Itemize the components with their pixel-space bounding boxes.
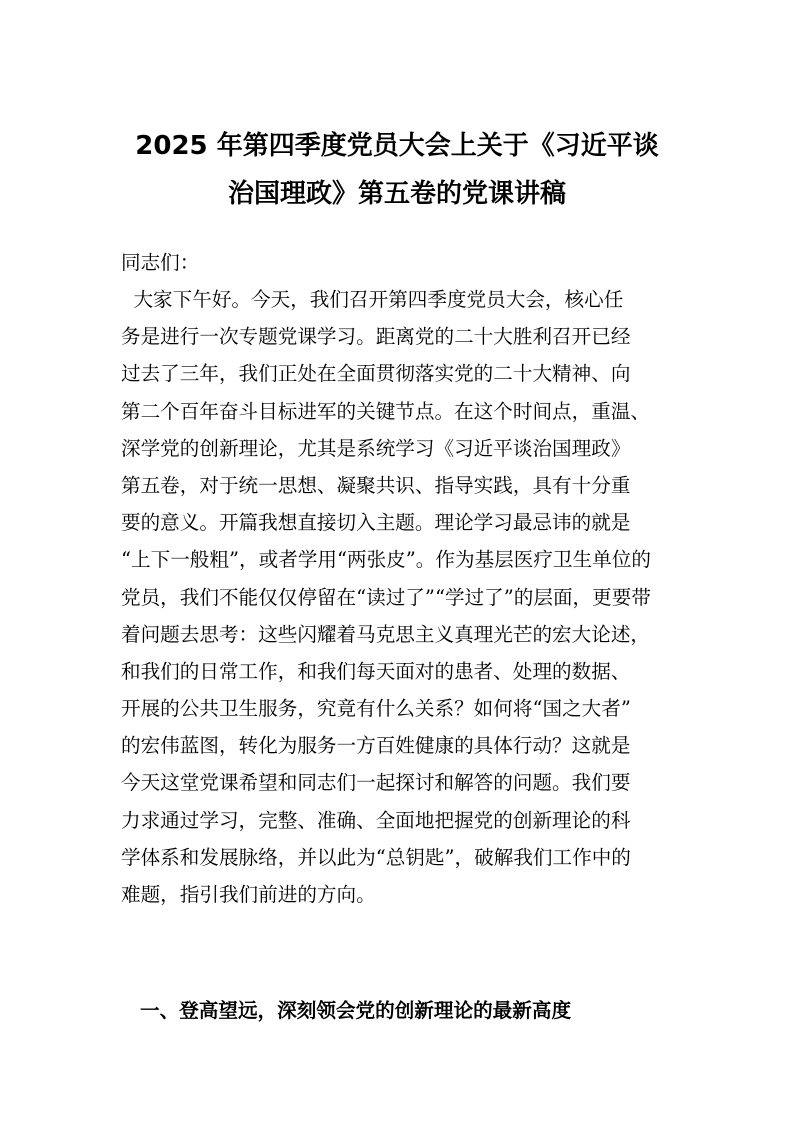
paragraph-line: 务是进行一次专题党课学习。距离党的二十大胜利召开已经 <box>121 325 631 349</box>
paragraph-line: 第五卷，对于统一思想、凝聚共识、指导实践，具有十分重 <box>121 473 631 497</box>
paragraph-line: 党员，我们不能仅仅停留在“读过了”“学过了”的层面，更要带 <box>121 585 651 609</box>
paragraph-line: 要的意义。开篇我想直接切入主题。理论学习最忌讳的就是 <box>121 511 631 535</box>
section-heading-1: 一、登高望远，深刻领会党的创新理论的最新高度 <box>140 999 572 1022</box>
paragraph-line: 过去了三年，我们正处在全面贯彻落实党的二十大精神、向 <box>121 362 631 386</box>
paragraph-line: 今天这堂党课希望和同志们一起探讨和解答的问题。我们要 <box>121 771 631 795</box>
paragraph-line: 的宏伟蓝图，转化为服务一方百姓健康的具体行动？这就是 <box>121 734 631 758</box>
document-title-line-1: 2025 年第四季度党员大会上关于《习近平谈 <box>135 131 659 161</box>
paragraph-line: 和我们的日常工作，和我们每天面对的患者、处理的数据、 <box>121 659 631 683</box>
paragraph-line: 学体系和发展脉络，并以此为“总钥匙”，破解我们工作中的 <box>121 845 631 869</box>
paragraph-line: 开展的公共卫生服务，究竟有什么关系？如何将“国之大者” <box>121 697 631 721</box>
document-title-line-2: 治国理政》第五卷的党课讲稿 <box>227 179 566 209</box>
paragraph-line: 深学党的创新理论，尤其是系统学习《习近平谈治国理政》 <box>121 436 631 460</box>
paragraph-line: 着问题去思考：这些闪耀着马克思主义真理光芒的宏大论述， <box>121 622 651 646</box>
paragraph-line: 第二个百年奋斗目标进军的关键节点。在这个时间点，重温、 <box>121 399 651 423</box>
opening-paragraph <box>121 281 681 913</box>
salutation: 同志们： <box>121 251 200 274</box>
paragraph-line: 力求通过学习，完整、准确、全面地把握党的创新理论的科 <box>121 808 631 832</box>
paragraph-line: 大家下午好。今天，我们召开第四季度党员大会，核心任 <box>121 288 624 311</box>
paragraph-line: “上下一般粗”，或者学用“两张皮”。作为基层医疗卫生单位的 <box>121 548 651 572</box>
paragraph-line: 难题，指引我们前进的方向。 <box>121 883 376 906</box>
